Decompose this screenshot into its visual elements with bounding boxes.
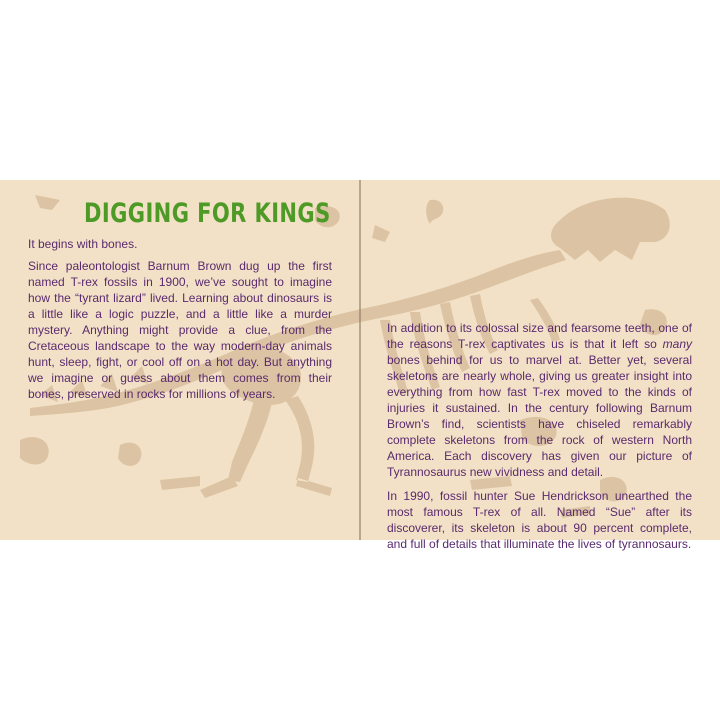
hind-leg-shape-2 — [285, 396, 332, 496]
sue-paragraph: In 1990, fossil hunter Sue Hendrickson unearthed the most famous T-rex of all. Named “Sue” after its discoverer, its skeleton is about 90 percent complete, and full of details that illuminate the lives of tyrannosaurs. — [387, 489, 692, 551]
skeletons-text-b: bones behind for us to marvel at. Better yet, several skeletons are nearly whole, giving us greater insight into everything from how fast T-rex moved to the kinds of injuries it sustained. In the century following Barnum Brown’s find, scientists have chiseled remarkably complete skeletons from the rock of western North America. Each discovery has given our picture of Tyrannosaurus new vividness and detail. — [387, 353, 692, 479]
skeletons-text-a: In addition to its colossal size and fearsome teeth, one of the reasons T-rex captivates us is that it left so — [387, 321, 692, 351]
barnum-brown-paragraph: Since paleontologist Barnum Brown dug up the first named T-rex fossils in 1900, we’ve sought to imagine how the “tyrant lizard” lived. Learning about dinosaurs is a little like a logic puzzle, and a little like a murder mystery. Anything might provide a clue, from the Cretaceous landscape to the way modern-day animals hunt, sleep, fight, or cool off on a hot day. But anything we imagine or guess about them comes from their bones, preserved in rocks for millions of years. — [28, 259, 332, 401]
left-column — [28, 236, 332, 402]
page-title: DIGGING FOR KINGS — [84, 198, 331, 229]
fossil-fragment — [118, 443, 141, 466]
fossil-fragment — [372, 225, 390, 242]
book-gutter — [359, 180, 361, 540]
right-column — [387, 320, 692, 552]
hind-leg-shape — [200, 395, 272, 498]
fossil-fragment — [35, 195, 60, 210]
emphasis-many: many — [662, 337, 692, 351]
skull-shape — [551, 198, 670, 262]
fossil-fragment — [20, 437, 49, 464]
intro-paragraph: It begins with bones. — [28, 237, 138, 251]
fossil-fragment — [426, 200, 443, 224]
fossil-fragment — [160, 476, 200, 490]
skeletons-paragraph — [387, 320, 692, 480]
